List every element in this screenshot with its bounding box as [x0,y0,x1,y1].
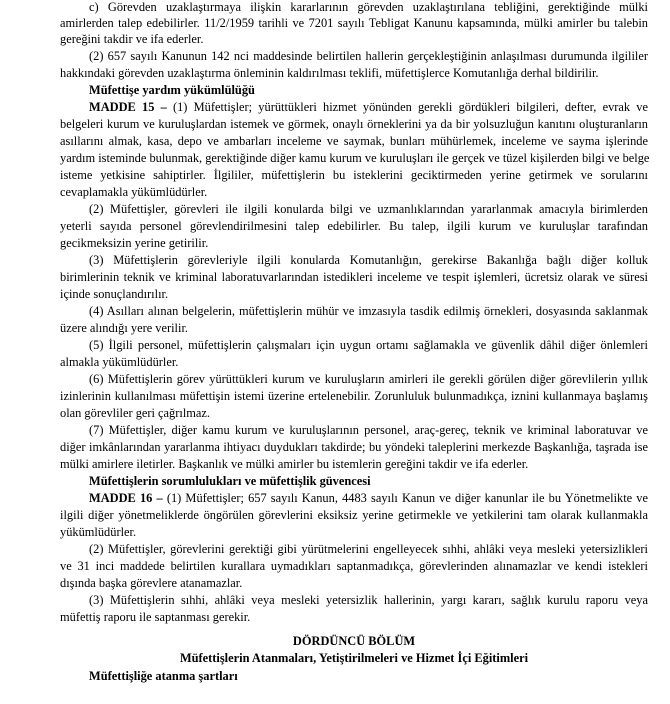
chapter-title: DÖRDÜNCÜ BÖLÜM [292,634,416,648]
paragraph-line: (4) Asılları alınan belgelerin, müfettişlerin mühür ve imzasıyla tasdik edilmiş örnekleri, dosyasında saklanmak [89,304,648,318]
paragraph-line: (2) Müfettişler, görevleri ile ilgili konularda bilgi ve uzmanlıklarından yararlanmak amacıyla birimlerden [89,202,648,216]
paragraph-line: olan görevliler geri çağrılmaz. [60,406,210,420]
paragraph-line: belgeleri kurum ve kuruluşlardan istemek ve görmek, onaylı örneklerini ya da bir yolsuzluğun kanıtını oluşturanların [60,117,648,131]
paragraph-line: c) Görevden uzaklaştırmaya ilişkin kararlarının görevden uzaklaştırılana tebliğini, gerektiğinde mülki [89,0,648,14]
paragraph-line: birimlerinin teknik ve kriminal laboratuvarlarından istedikleri inceleme ve tespit işlemleri, ücretsiz olarak ve süresi [60,270,648,284]
paragraph-line: mülki amirlere iletirler. Başkanlık ve mülki amirler bu istemlerin gereğini takdir ve ifa ederler. [60,457,529,471]
section-heading: Müfettişe yardım yükümlülüğü [89,83,255,97]
paragraph-line: üzere alındığı yere verilir. [60,321,188,335]
paragraph-line: yükümlüdürler. [60,525,137,539]
article-line [89,491,648,506]
article-text: (1) Müfettişler; 657 sayılı Kanun, 4483 sayılı Kanun ve diğer kanunlar ile bu Yönetmelikte ve [162,491,648,505]
paragraph-line: (2) Müfettişler, görevlerini gerektiği gibi yürütmelerini engelleyecek sıhhi, ahlâki veya mesleki yetersizlikleri [89,542,648,556]
article-number: MADDE 15 – [89,100,167,114]
paragraph-line: (7) Müfettişler, diğer kamu kurum ve kuruluşlarının personel, araç-gereç, teknik ve kriminal laboratuvar ve [89,423,648,437]
paragraph-line: (6) Müfettişlerin görev yürüttükleri kurum ve kuruluşların amirleri ile gerekli görülen diğer görevlilerin yıllık [89,372,648,386]
paragraph-line: içinde sonuçlandırılır. [60,287,169,301]
chapter-subtitle: Müfettişlerin Atanmaları, Yetiştirilmeleri ve Hizmet İçi Eğitimleri [179,651,529,665]
paragraph-line: dışında başka görevlere atanamazlar. [60,576,243,590]
paragraph-line: almakla yükümlüdürler. [60,355,179,369]
paragraph-line: müfettiş raporu ile saptanması gerekir. [60,610,251,624]
paragraph-line: (2) 657 sayılı Kanunun 142 nci maddesinde belirtilen hallerin gerçekleştiğinin anlaşılması durumunda ilgililer [89,49,648,63]
paragraph-line: isteme yetkisine sahiptirler. İlgililer, müfettişlerin bu isteklerini geciktirmeden yerine getirmek ve sorularını [60,168,648,182]
paragraph-line: amirlerden talep edebilirler. 11/2/1959 tarihli ve 7201 sayılı Tebligat Kanunu kapsamında, mülki amirler bu talebin [60,16,648,30]
paragraph-line: (5) İlgili personel, müfettişlerin çalışmaları için uygun ortamı sağlamakla ve güvenlik dâhil diğer önlemleri [89,338,648,352]
paragraph-line: (3) Müfettişlerin sıhhi, ahlâki veya mesleki yetersizlik hallerinin, yargı kararı, sağlık kurulu raporu veya [89,593,648,607]
paragraph-line: ve 31 inci maddede belirtilen kurallara uymadıkları saptanmadıkça, görevlerinden alınamazlar ve kendi istekleri [60,559,648,573]
paragraph-line: yeterli sayıda personel görevlendirilmesini talep edebilirler. Bu talep, ilgili kurum ve kuruluşlar tarafından [60,219,648,233]
article-number: MADDE 16 – [89,491,163,505]
paragraph-line: diğer imkânlarından yararlanma ihtiyacı duydukları takdirde; bu yöndeki taleplerini merkezde Başkanlığa, taşrada ise [60,440,648,454]
paragraph-line: izinlerinin kullanılması müfettişin istemi üzerine ertelenebilir. Zorunluluk bulunmadıkça, iznini kullanmaya başlamış [60,389,648,403]
paragraph-line: cevaplamakla yükümlüdürler. [60,185,208,199]
paragraph-line: ilgili diğer yönetmeliklerde öngörülen görevlerini eksiksiz yerine getirmekle ve yetkilerini tam olarak kullanmakla [60,508,648,522]
paragraph-line: yardım isteminde bulunmak, gerektiğinde diğer kamu kurum ve kuruluşları ile gerçek ve tüzel kişilerden bilgi ve belge [60,151,650,165]
article-line [89,100,648,115]
paragraph-line: (3) Müfettişlerin görevleriyle ilgili konularda Komutanlığın, gerekirse Bakanlığa bağlı diğer kolluk [89,253,648,267]
paragraph-line: gereğini takdir ve ifa ederler. [60,32,204,46]
section-heading: Müfettişlerin sorumlulukları ve müfettişlik güvencesi [89,474,371,488]
paragraph-line: asıllarını almak, kasa, depo ve ambarları inceleme ve saymak, bunları mühürlemek, inceleme ve sayma işlerinde [60,134,648,148]
article-text: (1) Müfettişler; yürüttükleri hizmet yönünden gerekli gördükleri bilgileri, defter, evrak ve [166,100,648,114]
paragraph-line: hakkındaki görevden uzaklaştırma önleminin kaldırılması teklifi, müfettişlerce Komutanlığa derhal bildirilir. [60,66,599,80]
section-heading: Müfettişliğe atanma şartları [89,669,238,683]
paragraph-line: gecikmeksizin yerine getirilir. [60,236,209,250]
